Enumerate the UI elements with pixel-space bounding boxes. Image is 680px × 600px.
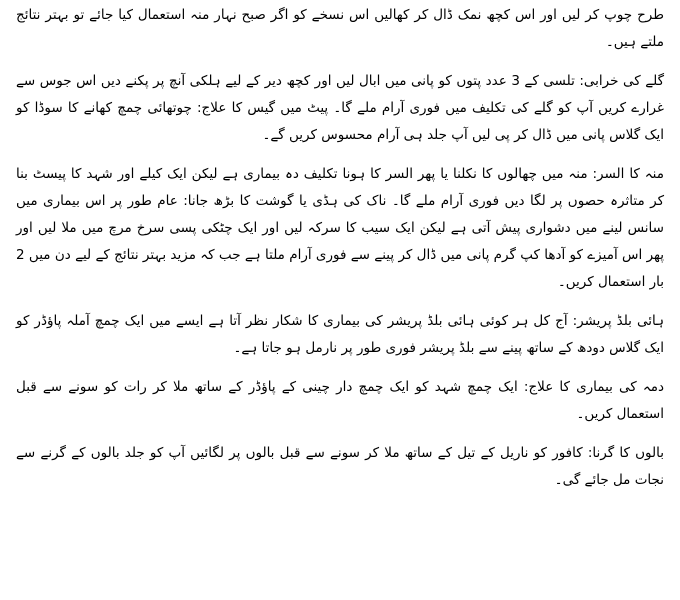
paragraph-hair-fall: بالوں کا گرنا: کافور کو ناریل کے تیل کے ساتھ ملا کر سونے سے قبل بالوں پر لگائیں آپ کو جلد بالوں کے گرنے سے نجات مل جائے گی۔ bbox=[16, 445, 664, 488]
paragraph-throat-and-gas: گلے کی خرابی: تلسی کے 3 عدد پتوں کو پانی میں ابال لیں اور کچھ دیر کے لیے ہلکی آنچ پر پکنے دیں اس جوس سے غرارے کریں آپ کو گلے کی تکلیف میں فوری آرام ملے گا۔ پیٹ میں گیس کا علاج: چوتھائی چمچ کھانے کا سوڈا کو ایک گلاس پانی میں ڈال کر پی لیں آپ جلد ہی آرام محسوس کریں گے۔ bbox=[16, 73, 664, 143]
paragraph-blood-pressure: ہائی بلڈ پریشر: آج کل ہر کوئی ہائی بلڈ پریشر کی بیماری کا شکار نظر آتا ہے ایسے میں ایک چمچ آملہ پاؤڈر کو ایک گلاس دودھ کے ساتھ پینے سے بلڈ پریشر فوری طور پر نارمل ہو جاتا ہے۔ bbox=[16, 313, 664, 356]
paragraph-asthma: دمہ کی بیماری کا علاج: ایک چمچ شہد کو ایک چمچ دار چینی کے پاؤڈر کے ساتھ ملا کر رات کو سونے سے قبل استعمال کریں۔ bbox=[16, 379, 664, 422]
paragraph-mouth-ulcer-and-nose: منہ کا السر: منہ میں چھالوں کا نکلنا یا پھر السر کا ہونا تکلیف دہ بیماری ہے لیکن ایک کیلے اور شہد کا پیسٹ بنا کر متاثرہ حصوں پر لگا دیں فوری آرام ملے گا۔ ناک کی ہڈی یا گوشت کا بڑھ جانا: عام طور پر اس بیماری میں سانس لینے میں دشواری پیش آتی ہے لیکن ایک سیب کا سرکہ لیں اور ایک چٹکی پسی سرخ مرچ میں ملا لیں اور پھر اس آمیزے کو آدھا کپ گرم پانی میں ڈال کر پینے سے فوری آرام ملتا ہے جب کہ مزید بہتر نتائج کے لیے دن میں 2 بار استعمال کریں۔ bbox=[16, 166, 664, 290]
paragraph-salt-remedy: طرح چوپ کر لیں اور اس کچھ نمک ڈال کر کھالیں اس نسخے کو اگر صبح نہار منہ استعمال کیا جائے تو بہتر نتائج ملتے ہیں۔ bbox=[16, 7, 664, 50]
